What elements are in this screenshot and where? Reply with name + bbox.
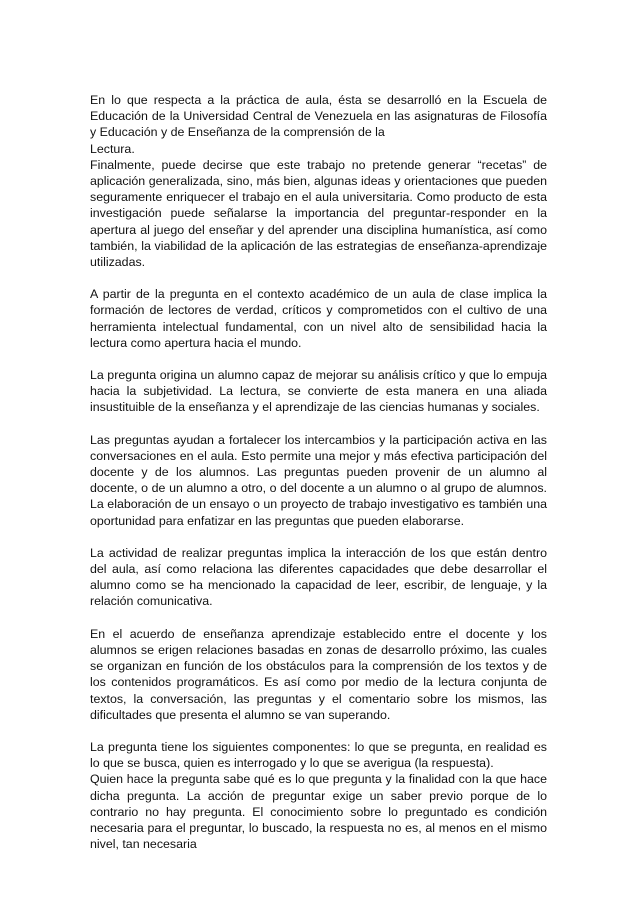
paragraph-lectura: Lectura. bbox=[90, 141, 135, 156]
paragraph-acuerdo: En el acuerdo de enseñanza aprendizaje establecido entre el docente y los alumnos se erigen relaciones basadas en zonas de desarrollo próximo, las cuales se organizan en función de los obstáculos para la comprensión de los textos y de los contenidos programáticos. Es así como por medio de la lectura conjunta de textos, la conversación, las preguntas y el comentario sobre los mismos, las dificultades que presenta el alumno se van superando. bbox=[90, 626, 547, 722]
paragraph-practica-aula: En lo que respecta a la práctica de aula, ésta se desarrolló en la Escuela de Educación de la Universidad Central de Venezuela en las asignaturas de Filosofía y Educación y de Enseñanza de la comprensión de la bbox=[90, 93, 547, 140]
document-body bbox=[90, 92, 547, 852]
paragraph-quien-hace: Quien hace la pregunta sabe qué es lo que pregunta y la finalidad con la que hace dicha pregunta. La acción de preguntar exige un saber previo porque de lo contrario no hay pregunta. El conocimiento sobre lo preguntado es condición necesaria para el preguntar, lo buscado, la respuesta no es, al menos en el mismo nivel, tan necesaria bbox=[90, 772, 547, 852]
paragraph-componentes: La pregunta tiene los siguientes componentes: lo que se pregunta, en realidad es lo que se busca, quien es interrogado y lo que se averigua (la respuesta). bbox=[90, 739, 547, 771]
paragraph-finalmente: Finalmente, puede decirse que este trabajo no pretende generar “recetas” de aplicación generalizada, sino, más bien, algunas ideas y orientaciones que pueden seguramente enriquecer el trabajo en el aula universitaria. Como producto de esta investigación puede señalarse la importancia del preguntar-responder en la apertura al juego del enseñar y del aprender una disciplina humanística, así como también, la viabilidad de la aplicación de las estrategias de enseñanza-aprendizaje utilizadas. bbox=[90, 157, 547, 270]
paragraph-preguntas-ayudan: Las preguntas ayudan a fortalecer los intercambios y la participación activa en las conversaciones en el aula. Esto permite una mejor y más efectiva participación del docente y de los alumnos. Las preguntas pueden provenir de un alumno al docente, o de un alumno a otro, o del docente a un alumno o al grupo de alumnos. La elaboración de un ensayo o un proyecto de trabajo investigativo es también una oportunidad para enfatizar en las preguntas que pueden elaborarse. bbox=[90, 432, 547, 528]
paragraph-pregunta-origina: La pregunta origina un alumno capaz de mejorar su análisis crítico y que lo empuja hacia la subjetividad. La lectura, se convierte de esta manera en una aliada insustituible de la enseñanza y el aprendizaje de las ciencias humanas y sociales. bbox=[90, 368, 547, 415]
paragraph-actividad: La actividad de realizar preguntas implica la interacción de los que están dentro del aula, así como relaciona las diferentes capacidades que debe desarrollar el alumno como se ha mencionado la capacidad de leer, escribir, de lenguaje, y la relación comunicativa. bbox=[90, 545, 547, 609]
paragraph-a-partir: A partir de la pregunta en el contexto académico de un aula de clase implica la formación de lectores de verdad, críticos y comprometidos con el cultivo de una herramienta intelectual fundamental, con un nivel alto de sensibilidad hacia la lectura como apertura hacia el mundo. bbox=[90, 287, 547, 350]
